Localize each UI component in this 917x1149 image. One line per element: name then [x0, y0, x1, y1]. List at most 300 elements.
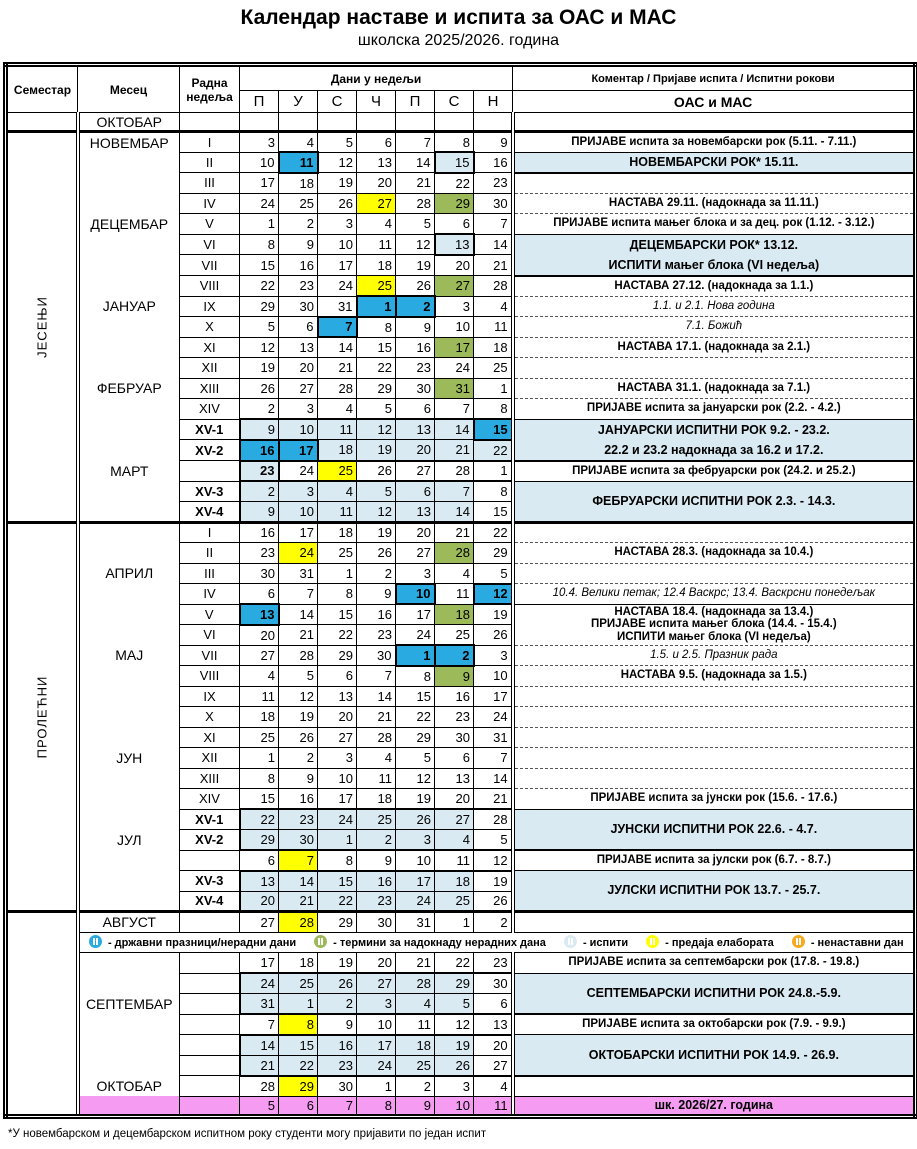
day-cell: 7 — [435, 399, 474, 420]
legend-makeup-icon — [314, 935, 327, 948]
day-cell: 24 — [318, 809, 357, 830]
day-letter-header: С — [435, 91, 474, 113]
day-cell: 28 — [435, 543, 474, 564]
day-cell: 13 — [240, 604, 279, 625]
day-cell: 1 — [474, 461, 513, 482]
legend-item — [89, 935, 296, 949]
day-cell: 3 — [279, 399, 318, 420]
week-label — [180, 113, 240, 132]
day-cell: 21 — [396, 953, 435, 974]
day-cell: 7 — [474, 214, 513, 235]
table-row — [6, 461, 916, 482]
day-cell: 4 — [240, 666, 279, 687]
day-cell: 28 — [318, 378, 357, 399]
day-cell: 15 — [357, 337, 396, 358]
day-cell: 5 — [357, 399, 396, 420]
day-cell — [279, 113, 318, 132]
day-cell: 11 — [474, 1096, 513, 1117]
week-label: V — [180, 214, 240, 235]
day-cell: 9 — [357, 850, 396, 871]
day-letter-header: С — [318, 91, 357, 113]
month-cell — [78, 399, 180, 420]
day-cell: 19 — [318, 953, 357, 974]
comment-cell — [513, 1076, 916, 1097]
day-cell: 5 — [435, 994, 474, 1015]
day-cell: 3 — [279, 481, 318, 502]
day-cell: 26 — [279, 727, 318, 748]
day-cell: 22 — [474, 440, 513, 461]
week-label: XV-2 — [180, 440, 240, 461]
day-cell: 3 — [396, 563, 435, 584]
day-cell: 14 — [240, 1035, 279, 1056]
day-cell: 30 — [474, 973, 513, 994]
day-cell: 18 — [240, 707, 279, 728]
day-cell: 29 — [435, 973, 474, 994]
semester-label: ЈЕСЕЊИ — [34, 295, 50, 358]
day-cell — [474, 113, 513, 132]
day-cell: 9 — [318, 1014, 357, 1035]
day-cell: 5 — [474, 830, 513, 851]
day-cell: 6 — [435, 748, 474, 769]
comment-cell: НАСТАВА 18.4. (надокнада за 13.4.) ПРИЈАВЕ испита мањег блока (14.4. - 15.4.) ИСПИТИ мањег блока (VI недеља) — [513, 604, 916, 645]
comment-cell: ОКТОБАРСКИ ИСПИТНИ РОК 14.9. - 26.9. — [513, 1035, 916, 1076]
day-cell: 7 — [435, 481, 474, 502]
day-cell — [318, 113, 357, 132]
comment-cell: 10.4. Велики петак; 12.4 Васкрс; 13.4. Васкрсни понедељак — [513, 584, 916, 605]
day-cell: 3 — [357, 994, 396, 1015]
day-cell: 15 — [240, 255, 279, 276]
legend-item — [564, 935, 628, 949]
day-cell: 10 — [474, 666, 513, 687]
comment-cell — [513, 768, 916, 789]
day-letter-header: Ч — [357, 91, 396, 113]
day-cell: 6 — [396, 481, 435, 502]
header-row-1 — [6, 65, 916, 91]
day-cell: 7 — [318, 1096, 357, 1117]
day-cell: 21 — [279, 891, 318, 912]
day-cell: 13 — [435, 768, 474, 789]
table-row — [6, 522, 916, 543]
comment-cell — [513, 686, 916, 707]
day-cell: 24 — [396, 625, 435, 646]
day-cell: 12 — [357, 419, 396, 440]
day-cell: 15 — [318, 604, 357, 625]
table-row — [6, 707, 916, 728]
month-cell: МАЈ — [78, 645, 180, 666]
day-cell: 24 — [396, 891, 435, 912]
week-label: VI — [180, 234, 240, 255]
day-cell: 28 — [240, 1076, 279, 1097]
day-cell: 12 — [357, 502, 396, 523]
page-title: Календар наставе и испита за ОАС и МАС — [240, 6, 677, 29]
day-cell: 11 — [318, 419, 357, 440]
day-cell: 6 — [396, 399, 435, 420]
day-cell: 2 — [396, 296, 435, 317]
comment-cell: ДЕЦЕМБАРСКИ РОК* 13.12. ИСПИТИ мањег блока (VI недеља) — [513, 234, 916, 276]
day-cell: 16 — [474, 152, 513, 173]
table-row — [6, 419, 916, 440]
legend-item — [792, 935, 904, 949]
comment-cell — [513, 912, 916, 933]
day-cell: 21 — [240, 1055, 279, 1076]
month-cell: МАРТ — [78, 461, 180, 482]
comment-cell: ПРИЈАВЕ испита за септембарски рок (17.8. - 19.8.) — [513, 953, 916, 974]
day-cell: 22 — [240, 809, 279, 830]
day-cell: 29 — [240, 830, 279, 851]
day-cell: 3 — [318, 748, 357, 769]
month-header: Месец — [78, 65, 180, 113]
day-cell: 25 — [318, 543, 357, 564]
day-cell: 26 — [240, 378, 279, 399]
comment-cell: ПРИЈАВЕ испита за новембарски рок (5.11. - 7.11.) — [513, 132, 916, 153]
day-cell: 3 — [435, 296, 474, 317]
day-cell: 24 — [279, 461, 318, 482]
day-cell: 13 — [357, 152, 396, 173]
comment-cell: СЕПТЕМБАРСКИ ИСПИТНИ РОК 24.8.-5.9. — [513, 973, 916, 1014]
day-cell: 5 — [240, 317, 279, 338]
day-cell: 18 — [357, 255, 396, 276]
day-cell: 11 — [435, 584, 474, 605]
week-label: XV-2 — [180, 830, 240, 851]
table-row — [6, 173, 916, 194]
table-row — [6, 1096, 916, 1117]
week-label: IX — [180, 296, 240, 317]
day-cell: 14 — [474, 768, 513, 789]
month-cell — [78, 234, 180, 255]
month-cell — [78, 768, 180, 789]
day-cell: 20 — [318, 707, 357, 728]
day-cell: 18 — [279, 953, 318, 974]
day-cell: 21 — [474, 789, 513, 810]
day-cell: 17 — [396, 604, 435, 625]
legend-label: - термини за надокнаду нерадних дана — [330, 937, 546, 950]
month-cell — [78, 481, 180, 502]
day-cell: 30 — [240, 563, 279, 584]
day-cell: 2 — [318, 994, 357, 1015]
day-cell: 4 — [474, 296, 513, 317]
day-cell: 11 — [240, 686, 279, 707]
table-row — [6, 727, 916, 748]
day-cell: 10 — [396, 850, 435, 871]
day-letter-header: У — [279, 91, 318, 113]
day-cell: 28 — [474, 809, 513, 830]
day-cell: 25 — [435, 625, 474, 646]
week-label — [180, 973, 240, 994]
week-label: IV — [180, 193, 240, 214]
day-cell: 14 — [435, 502, 474, 523]
month-cell — [78, 193, 180, 214]
day-cell: 1 — [396, 645, 435, 666]
day-cell: 17 — [357, 1035, 396, 1056]
day-cell: 1 — [240, 214, 279, 235]
day-cell: 26 — [396, 809, 435, 830]
table-row — [6, 1014, 916, 1035]
day-letter-header: П — [396, 91, 435, 113]
legend-label: - државни празници/нерадни дани — [104, 937, 297, 950]
day-cell: 11 — [318, 502, 357, 523]
day-cell: 27 — [240, 912, 279, 933]
day-cell: 2 — [435, 645, 474, 666]
day-cell: 25 — [279, 193, 318, 214]
day-cell: 28 — [279, 645, 318, 666]
table-row — [6, 645, 916, 666]
day-cell: 19 — [318, 173, 357, 194]
day-cell: 11 — [279, 152, 318, 173]
week-label — [180, 1055, 240, 1076]
week-label: III — [180, 173, 240, 194]
day-cell: 12 — [396, 768, 435, 789]
day-cell: 22 — [474, 522, 513, 543]
semester-cell — [6, 522, 78, 912]
day-cell: 10 — [318, 234, 357, 255]
comment-cell — [513, 563, 916, 584]
week-label: XIV — [180, 789, 240, 810]
day-cell: 10 — [279, 419, 318, 440]
day-cell: 20 — [240, 625, 279, 646]
day-cell: 22 — [318, 625, 357, 646]
day-cell: 17 — [279, 522, 318, 543]
day-cell: 8 — [240, 234, 279, 255]
comment-cell: ПРИЈАВЕ испита за јануарски рок (2.2. - 4.2.) — [513, 399, 916, 420]
day-cell: 14 — [474, 234, 513, 255]
week-label: II — [180, 543, 240, 564]
day-cell: 28 — [396, 973, 435, 994]
table-row — [6, 132, 916, 153]
week-header: Радна недеља — [180, 65, 240, 113]
week-label — [180, 912, 240, 933]
month-cell — [78, 625, 180, 646]
table-row — [6, 317, 916, 338]
day-cell: 28 — [474, 276, 513, 297]
day-cell: 16 — [240, 440, 279, 461]
day-cell: 9 — [357, 584, 396, 605]
day-cell: 24 — [240, 193, 279, 214]
day-cell: 24 — [474, 707, 513, 728]
day-cell: 8 — [279, 1014, 318, 1035]
table-row — [6, 768, 916, 789]
week-label: VIII — [180, 666, 240, 687]
table-row — [6, 789, 916, 810]
day-cell: 29 — [318, 912, 357, 933]
month-cell: НОВЕМБАР — [78, 132, 180, 153]
month-cell — [78, 317, 180, 338]
day-cell: 30 — [357, 912, 396, 933]
week-label: XIII — [180, 768, 240, 789]
month-cell — [78, 543, 180, 564]
day-cell: 31 — [279, 563, 318, 584]
day-cell: 5 — [396, 214, 435, 235]
week-label: VI — [180, 625, 240, 646]
week-label: VII — [180, 645, 240, 666]
day-cell: 26 — [318, 193, 357, 214]
day-cell: 9 — [279, 768, 318, 789]
day-cell: 11 — [396, 1014, 435, 1035]
day-cell: 21 — [435, 522, 474, 543]
day-cell: 8 — [474, 481, 513, 502]
day-cell: 17 — [318, 789, 357, 810]
table-row — [6, 276, 916, 297]
week-label: IV — [180, 584, 240, 605]
week-label: XIV — [180, 399, 240, 420]
day-cell: 6 — [357, 132, 396, 153]
comment-cell — [513, 358, 916, 379]
day-cell — [396, 113, 435, 132]
day-cell: 18 — [279, 173, 318, 194]
day-cell: 26 — [396, 276, 435, 297]
day-cell: 19 — [474, 604, 513, 625]
week-label: XV-4 — [180, 891, 240, 912]
table-row — [6, 666, 916, 687]
day-cell: 9 — [396, 317, 435, 338]
day-cell: 14 — [279, 604, 318, 625]
day-cell: 1 — [474, 378, 513, 399]
table-row — [6, 296, 916, 317]
month-cell — [78, 891, 180, 912]
table-row — [6, 1035, 916, 1056]
day-cell: 2 — [279, 214, 318, 235]
day-cell: 31 — [240, 994, 279, 1015]
day-cell: 2 — [240, 399, 279, 420]
day-cell: 3 — [435, 1076, 474, 1097]
month-cell — [78, 584, 180, 605]
day-cell: 19 — [396, 789, 435, 810]
day-cell: 16 — [279, 789, 318, 810]
day-cell: 18 — [318, 440, 357, 461]
day-cell: 7 — [474, 748, 513, 769]
day-cell: 8 — [357, 1096, 396, 1117]
week-label — [180, 994, 240, 1015]
day-cell: 15 — [435, 152, 474, 173]
day-cell: 25 — [240, 727, 279, 748]
day-cell: 17 — [474, 686, 513, 707]
day-cell: 27 — [357, 973, 396, 994]
month-cell — [78, 1014, 180, 1035]
day-cell: 25 — [435, 891, 474, 912]
comment-cell: 1.1. и 2.1. Нова година — [513, 296, 916, 317]
day-cell: 29 — [357, 378, 396, 399]
table-row — [6, 563, 916, 584]
day-cell: 2 — [396, 1076, 435, 1097]
comment-cell: ЈУНСКИ ИСПИТНИ РОК 22.6. - 4.7. — [513, 809, 916, 850]
day-cell: 16 — [279, 255, 318, 276]
day-cell: 7 — [396, 132, 435, 153]
day-cell: 19 — [435, 1035, 474, 1056]
day-cell: 30 — [279, 296, 318, 317]
day-cell: 20 — [396, 522, 435, 543]
day-cell: 2 — [240, 481, 279, 502]
week-label: X — [180, 317, 240, 338]
week-label: III — [180, 563, 240, 584]
comment-cell: ЈАНУАРСКИ ИСПИТНИ РОК 9.2. - 23.2. 22.2 и 23.2 надокнада за 16.2 и 17.2. — [513, 419, 916, 461]
table-row — [6, 1076, 916, 1097]
day-cell: 20 — [240, 891, 279, 912]
day-cell: 19 — [396, 255, 435, 276]
day-cell: 10 — [318, 768, 357, 789]
day-cell: 22 — [279, 1055, 318, 1076]
day-cell: 14 — [396, 152, 435, 173]
comment-cell — [513, 522, 916, 543]
month-cell: ЈУЛ — [78, 830, 180, 851]
month-cell — [78, 502, 180, 523]
day-cell: 10 — [396, 584, 435, 605]
day-cell: 25 — [474, 358, 513, 379]
day-cell: 5 — [279, 666, 318, 687]
day-cell: 16 — [357, 604, 396, 625]
table-row — [6, 234, 916, 255]
day-cell: 27 — [396, 461, 435, 482]
comment-cell — [513, 113, 916, 132]
month-cell — [78, 666, 180, 687]
day-cell: 20 — [435, 255, 474, 276]
day-cell: 2 — [474, 912, 513, 933]
day-cell: 29 — [396, 727, 435, 748]
day-cell: 1 — [435, 912, 474, 933]
day-cell: 30 — [318, 1076, 357, 1097]
day-cell: 29 — [435, 193, 474, 214]
day-cell: 4 — [318, 399, 357, 420]
legend-elaborate-icon — [646, 935, 659, 948]
legend-nonteaching-icon — [792, 935, 805, 948]
day-cell: 1 — [357, 1076, 396, 1097]
day-cell: 16 — [357, 871, 396, 892]
day-cell: 7 — [279, 850, 318, 871]
day-cell: 27 — [279, 378, 318, 399]
table-row — [6, 543, 916, 564]
week-label: VII — [180, 255, 240, 276]
month-cell — [78, 152, 180, 173]
month-cell: ДЕЦЕМБАР — [78, 214, 180, 235]
day-cell: 5 — [396, 748, 435, 769]
semester-label: ПРОЛЕЋНИ — [34, 675, 50, 759]
month-cell — [78, 358, 180, 379]
comment-cell: ПРИЈАВЕ испита мањег блока и за дец. рок (1.12. - 3.12.) — [513, 214, 916, 235]
day-cell: 12 — [318, 152, 357, 173]
day-cell: 1 — [318, 563, 357, 584]
day-cell: 18 — [357, 789, 396, 810]
day-cell: 12 — [396, 234, 435, 255]
legend-label: - предаја елабората — [662, 937, 774, 950]
week-label: V — [180, 604, 240, 625]
day-cell: 1 — [240, 748, 279, 769]
day-cell: 27 — [318, 727, 357, 748]
day-cell: 13 — [474, 1014, 513, 1035]
day-cell: 3 — [474, 645, 513, 666]
month-cell — [78, 1096, 180, 1117]
comment-cell — [513, 173, 916, 194]
day-cell: 16 — [435, 686, 474, 707]
day-cell: 26 — [318, 973, 357, 994]
month-cell — [78, 1055, 180, 1076]
day-cell: 23 — [357, 625, 396, 646]
day-cell: 26 — [474, 891, 513, 912]
month-cell — [78, 337, 180, 358]
table-row — [6, 912, 916, 933]
day-cell: 27 — [240, 645, 279, 666]
week-label: I — [180, 132, 240, 153]
table-row — [6, 953, 916, 974]
comment-cell: ПРИЈАВЕ испита за јулски рок (6.7. - 8.7.) — [513, 850, 916, 871]
day-cell: 19 — [357, 522, 396, 543]
comment-cell: 7.1. Божић — [513, 317, 916, 338]
day-cell: 18 — [396, 1035, 435, 1056]
day-cell: 4 — [357, 214, 396, 235]
day-cell: 27 — [396, 543, 435, 564]
month-cell — [78, 973, 180, 994]
table-row — [6, 686, 916, 707]
day-cell: 9 — [240, 419, 279, 440]
semester-header: Семестар — [6, 65, 78, 113]
day-cell: 20 — [357, 953, 396, 974]
